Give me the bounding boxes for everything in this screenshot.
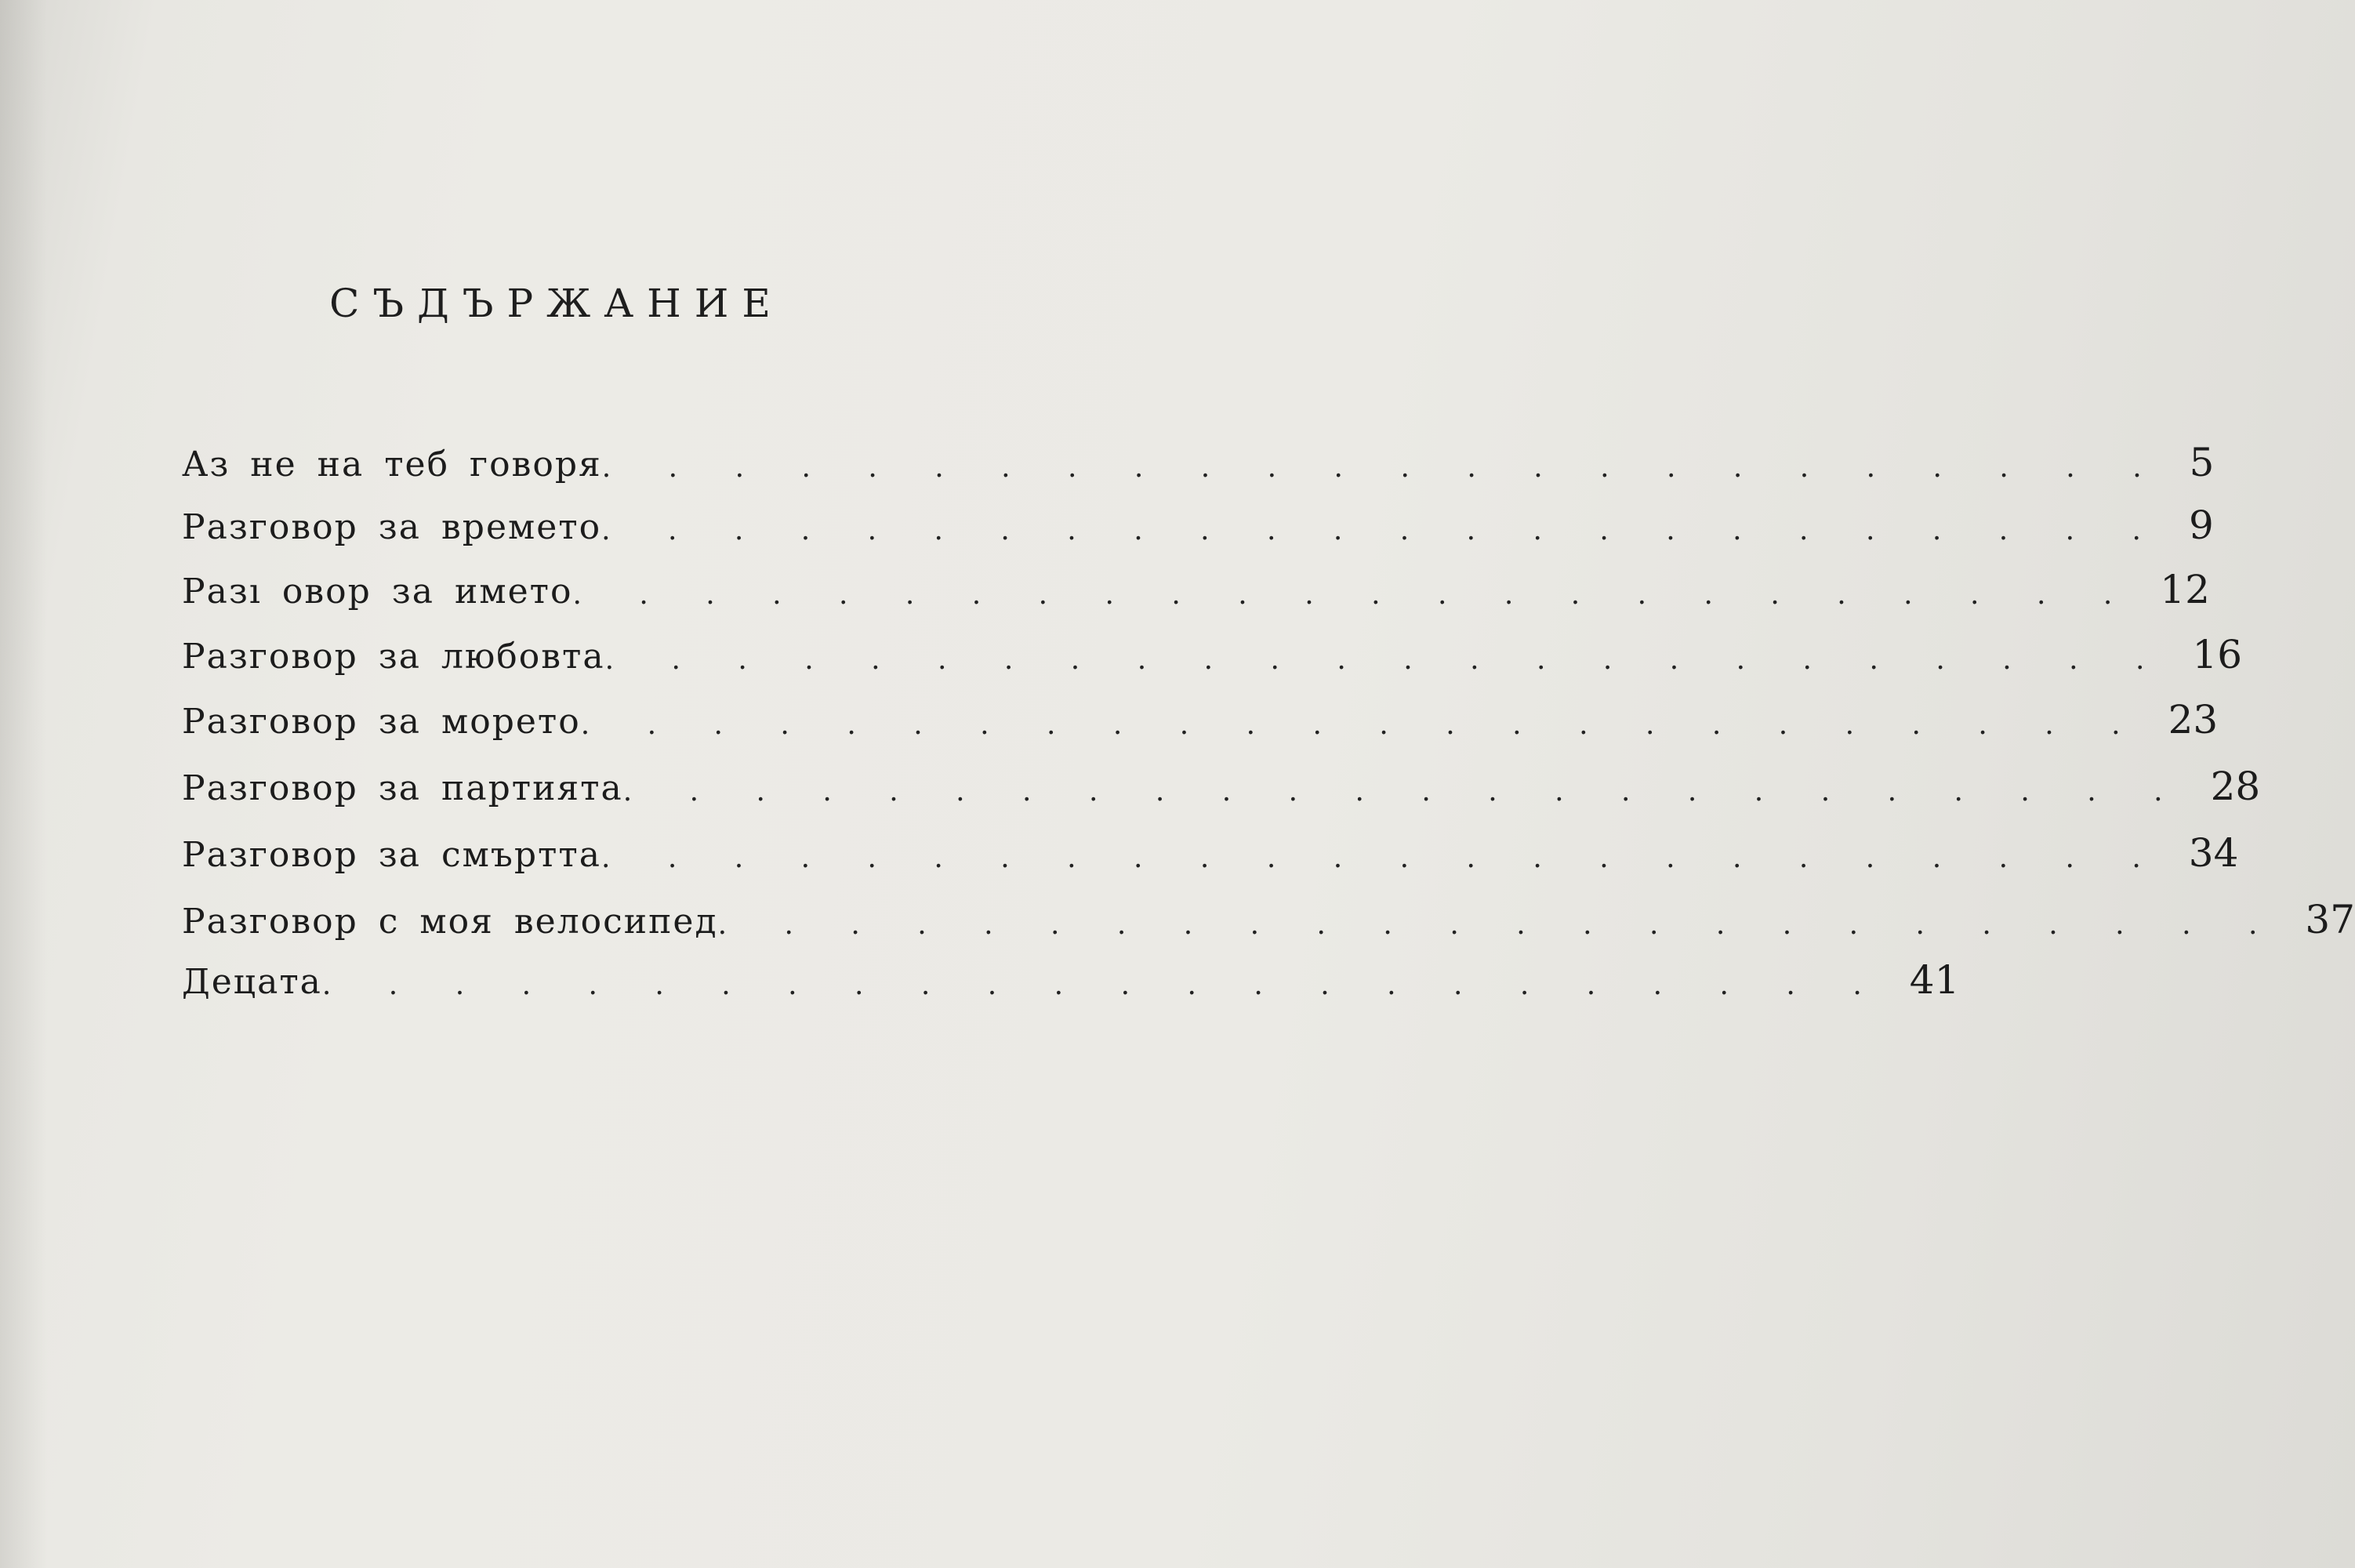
toc-entry-title: Разговор за партията [182,768,623,808]
page-gutter-shadow [0,0,47,1568]
toc-leader-dots: . . . . . . . . . . . . . . . . . . . . . . . . [572,579,2137,611]
toc-entry-page: 37 [2305,897,2355,942]
toc-entry-title: Децата [182,962,322,1002]
toc-entry-title: Аз не на теб говоря [182,445,602,485]
toc-entry [182,435,2215,485]
toc-leader-dots: . . . . . . . . . . . . . . . . . . . . . . . . [622,775,2187,808]
toc-entry-title: Разговор за времето [182,507,602,547]
toc-entry [182,498,2214,548]
toc-entry-page: 41 [1909,957,1960,1003]
toc-entry-title: Разговор с моя велосипед [182,902,718,942]
toc-entry-page: 34 [2188,830,2239,876]
toc-leader-dots: . . . . . . . . . . . . . . . . . . . . . . . . [601,452,2166,484]
toc-leader-dots: . . . . . . . . . . . . . . . . . . . . . . . . [580,709,2145,741]
toc-leader-dots: . . . . . . . . . . . . . . . . . . . . . . . . [601,842,2165,874]
toc-leader-dots: . . . . . . . . . . . . . . . . . . . . . . . . [601,514,2165,546]
toc-entry-page: 5 [2189,440,2215,485]
toc-entry [182,692,2219,742]
toc-entry [182,627,2243,677]
toc-entry [182,826,2239,876]
toc-entry [182,953,1960,1003]
toc-entry-page: 28 [2210,764,2261,809]
toc-entry-title: Разговор за морето [182,702,581,742]
page-title: СЪДЪРЖАНИЕ [329,281,784,326]
toc-leader-dots: . . . . . . . . . . . . . . . . . . . . . . . . [717,909,2282,941]
toc-entry-title: Разговор за смъртта [182,835,601,875]
toc-leader-dots: . . . . . . . . . . . . . . . . . . . . . . . . [604,644,2169,676]
toc-entry [182,759,2261,809]
toc-entry-page: 12 [2160,567,2210,612]
toc-entry-page: 23 [2168,697,2219,742]
toc-entry [182,562,2210,612]
toc-leader-dots: . . . . . . . . . . . . . . . . . . . . . . . . [321,969,1886,1001]
toc-entry-title: Разговор за любовта [182,637,605,677]
toc-entry-page: 9 [2188,503,2214,548]
toc-entry-title: Разı овор за името [182,572,573,612]
toc-entry [182,892,2355,942]
toc-entry-page: 16 [2192,632,2243,677]
